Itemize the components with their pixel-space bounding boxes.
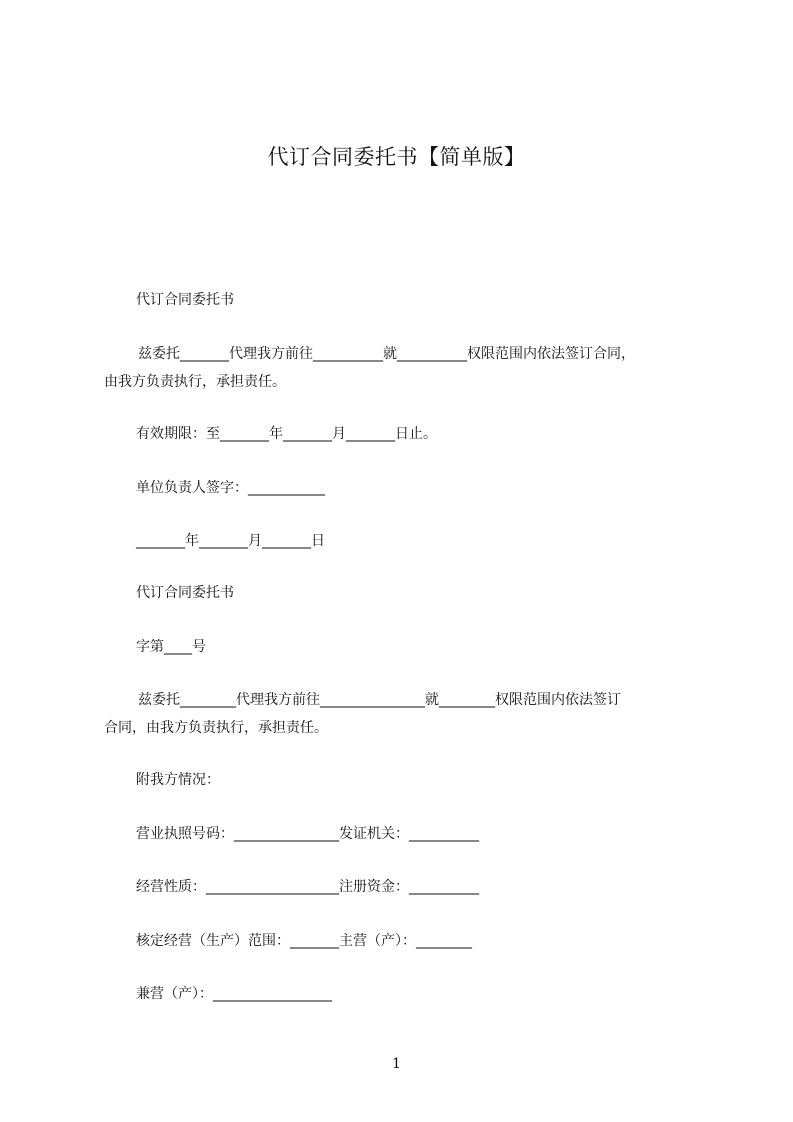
license-line: 营业执照号码：_______________发证机关：__________ (136, 826, 479, 842)
signature-line: 单位负责人签字：___________ (136, 480, 325, 496)
section-heading: 代订合同委托书 (136, 292, 234, 308)
section-heading: 代订合同委托书 (136, 585, 234, 601)
number-line: 字第____号 (136, 639, 206, 655)
secondary-business-line: 兼营（产）：_________________ (136, 986, 332, 1002)
paragraph-line: 兹委托________代理我方前往_______________就________权限范围内依法签订 (138, 692, 621, 708)
attached-info-heading: 附我方情况： (136, 772, 220, 788)
document-title: 代订合同委托书【简单版】 (267, 145, 526, 169)
paragraph-line: 合同，由我方负责执行，承担责任。 (104, 720, 328, 736)
scope-line: 核定经营（生产）范围：_______主营（产）：________ (136, 933, 472, 949)
nature-line: 经营性质：___________________注册资金：__________ (136, 879, 479, 895)
date-line: _______年_______月_______日 (136, 533, 325, 549)
page-number: 1 (392, 1056, 401, 1072)
validity-line: 有效期限：至_______年_______月_______日止。 (136, 426, 437, 442)
paragraph-line: 由我方负责执行，承担责任。 (104, 374, 286, 390)
paragraph-line: 兹委托_______代理我方前往__________就__________权限范围内依法签订合同， (138, 346, 635, 362)
